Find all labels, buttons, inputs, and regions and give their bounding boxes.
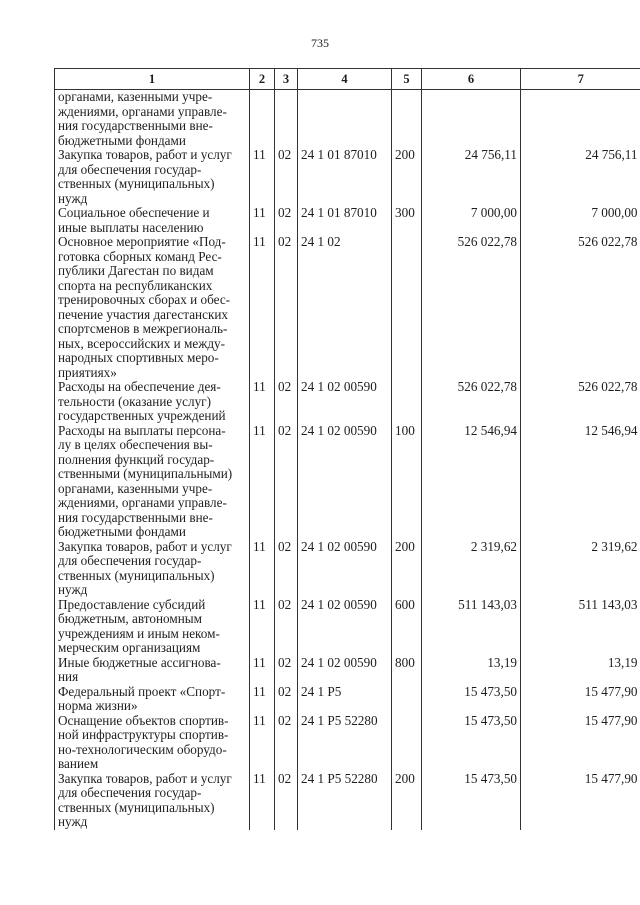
cell-csr: 24 1 P5 52280 <box>298 714 392 772</box>
table-row <box>55 772 640 830</box>
table-row <box>55 540 640 598</box>
header-cell: 6 <box>422 69 521 90</box>
cell-vr: 100 <box>392 424 422 540</box>
cell-rz: 11 <box>250 656 275 685</box>
cell-vr: 800 <box>392 656 422 685</box>
cell-csr: 24 1 02 00590 <box>298 656 392 685</box>
row-name-line: ния государственными вне- <box>58 509 213 525</box>
row-name-line: ния государственными вне- <box>58 118 213 133</box>
cell-rz: 11 <box>250 424 275 540</box>
cell-sum1: 15 473,50 <box>422 772 521 830</box>
cell-sum1: 526 022,78 <box>422 235 521 380</box>
row-name-line: приятиях» <box>58 364 117 380</box>
header-cell: 3 <box>275 69 298 90</box>
row-name-line: для обеспечения государ- <box>58 553 202 568</box>
cell-rz: 11 <box>250 380 275 424</box>
cell-pr <box>275 90 298 149</box>
row-name-line: Расходы на обеспечение дея- <box>58 379 221 394</box>
cell-sum2: 2 319,62 <box>521 540 640 598</box>
cell-vr <box>392 380 422 424</box>
cell-sum2: 13,19 <box>521 656 640 685</box>
row-name-line: Закупка товаров, работ и услуг <box>58 770 232 786</box>
row-name-line: для обеспечения государ- <box>58 785 202 800</box>
cell-csr: 24 1 02 00590 <box>298 540 392 598</box>
table-row <box>55 598 640 656</box>
row-name-line: но-технологическим оборудо- <box>58 741 227 757</box>
cell-pr: 02 <box>275 598 298 656</box>
row-name <box>55 148 250 206</box>
cell-rz: 11 <box>250 685 275 714</box>
row-name-line: печение участия дагестанских <box>58 306 229 322</box>
header-cell: 5 <box>392 69 422 90</box>
table-row <box>55 90 640 149</box>
header-cell: 2 <box>250 69 275 90</box>
cell-rz: 11 <box>250 714 275 772</box>
cell-vr: 200 <box>392 540 422 598</box>
row-name-line: Расходы на выплаты персона- <box>58 422 226 438</box>
row-name-line: мерческим организациям <box>58 640 201 655</box>
header-cell: 7 <box>521 69 640 90</box>
cell-sum2: 526 022,78 <box>521 380 640 424</box>
row-name-line: ждениями, органами управле- <box>58 103 227 119</box>
cell-vr <box>392 714 422 772</box>
row-name-line: бюджетными фондами <box>58 524 186 539</box>
row-name-line: нужд <box>58 814 88 829</box>
cell-csr: 24 1 P5 <box>298 685 392 714</box>
row-name-line: полнения функций государ- <box>58 451 215 467</box>
row-name-line: учреждениям и иным неком- <box>58 625 220 641</box>
cell-csr: 24 1 01 87010 <box>298 148 392 206</box>
cell-rz: 11 <box>250 772 275 830</box>
cell-rz <box>250 90 275 149</box>
row-name-line: Федеральный проект «Спорт- <box>58 683 226 699</box>
cell-csr: 24 1 02 <box>298 235 392 380</box>
cell-sum1: 526 022,78 <box>422 380 521 424</box>
cell-rz: 11 <box>250 235 275 380</box>
table-row <box>55 235 640 380</box>
cell-sum2: 15 477,90 <box>521 685 640 714</box>
cell-sum1: 2 319,62 <box>422 540 521 598</box>
cell-vr <box>392 90 422 149</box>
cell-rz: 11 <box>250 206 275 235</box>
cell-csr: 24 1 02 00590 <box>298 598 392 656</box>
cell-pr: 02 <box>275 235 298 380</box>
cell-csr: 24 1 02 00590 <box>298 424 392 540</box>
row-name-line: органами, казенными учре- <box>58 480 213 496</box>
row-name-line: ния <box>58 669 79 684</box>
header-row <box>55 69 640 90</box>
row-name-line: тренировочных сборах и обес- <box>58 292 231 307</box>
cell-csr: 24 1 02 00590 <box>298 380 392 424</box>
cell-sum2 <box>521 90 640 149</box>
row-name-line: бюджетными фондами <box>58 132 186 148</box>
cell-csr: 24 1 P5 52280 <box>298 772 392 830</box>
row-name <box>55 90 250 149</box>
row-name-line: лу в целях обеспечения вы- <box>58 437 213 452</box>
row-name <box>55 772 250 830</box>
cell-sum2: 12 546,94 <box>521 424 640 540</box>
table-row <box>55 656 640 685</box>
row-name-line: нужд <box>58 190 88 206</box>
cell-vr: 200 <box>392 772 422 830</box>
header-cell: 4 <box>298 69 392 90</box>
cell-vr: 300 <box>392 206 422 235</box>
row-name-line: Предоставление субсидий <box>58 596 206 612</box>
row-name-line: тельности (оказание услуг) <box>58 393 211 409</box>
cell-sum1: 15 473,50 <box>422 685 521 714</box>
cell-sum1 <box>422 90 521 149</box>
row-name <box>55 714 250 772</box>
cell-sum1: 24 756,11 <box>422 148 521 206</box>
cell-csr <box>298 90 392 149</box>
row-name-line: спорта на республиканских <box>58 277 213 293</box>
table-row <box>55 206 640 235</box>
row-name-line: ждениями, органами управле- <box>58 495 227 510</box>
row-name-line: ной инфраструктуры спортив- <box>58 727 229 742</box>
cell-csr: 24 1 01 87010 <box>298 206 392 235</box>
row-name <box>55 380 250 424</box>
row-name-line: ственных (муниципальных) <box>58 567 215 583</box>
row-name-line: Иные бюджетные ассигнова- <box>58 654 221 670</box>
cell-vr: 600 <box>392 598 422 656</box>
cell-sum2: 15 477,90 <box>521 772 640 830</box>
cell-vr <box>392 685 422 714</box>
row-name <box>55 206 250 235</box>
cell-pr: 02 <box>275 380 298 424</box>
row-name-line: норма жизни» <box>58 698 138 713</box>
cell-rz: 11 <box>250 148 275 206</box>
row-name-line: спортсменов в межрегиональ- <box>58 321 228 336</box>
cell-vr: 200 <box>392 148 422 206</box>
cell-pr: 02 <box>275 772 298 830</box>
table-row <box>55 424 640 540</box>
cell-pr: 02 <box>275 148 298 206</box>
cell-pr: 02 <box>275 714 298 772</box>
table-row <box>55 148 640 206</box>
row-name-line: ственными (муниципальными) <box>58 466 233 481</box>
row-name-line: государственных учреждений <box>58 408 226 423</box>
table-row <box>55 380 640 424</box>
page-number: 735 <box>311 36 329 50</box>
row-name-line: народных спортивных меро- <box>58 350 219 365</box>
row-name-line: ственных (муниципальных) <box>58 176 215 191</box>
table-row <box>55 685 640 714</box>
row-name-line: Оснащение объектов спортив- <box>58 712 229 728</box>
row-name <box>55 540 250 598</box>
row-name-line: Социальное обеспечение и <box>58 205 210 220</box>
cell-sum1: 511 143,03 <box>422 598 521 656</box>
row-name-line: нужд <box>58 582 88 597</box>
cell-sum2: 7 000,00 <box>521 206 640 235</box>
cell-sum1: 13,19 <box>422 656 521 685</box>
row-name-line: органами, казенными учре- <box>58 89 213 104</box>
row-name-line: Закупка товаров, работ и услуг <box>58 538 232 554</box>
row-name <box>55 235 250 380</box>
row-name-line: ных, всероссийских и между- <box>58 335 226 351</box>
cell-pr: 02 <box>275 656 298 685</box>
row-name-line: иные выплаты населению <box>58 219 204 235</box>
table-row <box>55 714 640 772</box>
row-name-line: готовка сборных команд Рес- <box>58 248 222 264</box>
row-name-line: ванием <box>58 756 99 771</box>
cell-sum2: 24 756,11 <box>521 148 640 206</box>
cell-rz: 11 <box>250 598 275 656</box>
budget-table <box>54 68 640 830</box>
cell-pr: 02 <box>275 685 298 714</box>
cell-pr: 02 <box>275 424 298 540</box>
row-name <box>55 598 250 656</box>
row-name-line: ственных (муниципальных) <box>58 799 215 815</box>
cell-sum1: 15 473,50 <box>422 714 521 772</box>
row-name <box>55 424 250 540</box>
row-name-line: Закупка товаров, работ и услуг <box>58 147 232 162</box>
cell-sum1: 7 000,00 <box>422 206 521 235</box>
header-cell: 1 <box>55 69 250 90</box>
cell-vr <box>392 235 422 380</box>
cell-sum2: 15 477,90 <box>521 714 640 772</box>
cell-rz: 11 <box>250 540 275 598</box>
row-name-line: публики Дагестан по видам <box>58 263 214 278</box>
cell-sum1: 12 546,94 <box>422 424 521 540</box>
row-name-line: для обеспечения государ- <box>58 161 202 177</box>
row-name <box>55 685 250 714</box>
cell-pr: 02 <box>275 540 298 598</box>
row-name-line: Основное мероприятие «Под- <box>58 234 226 249</box>
row-name-line: бюджетным, автономным <box>58 611 202 626</box>
cell-pr: 02 <box>275 206 298 235</box>
cell-sum2: 511 143,03 <box>521 598 640 656</box>
row-name <box>55 656 250 685</box>
cell-sum2: 526 022,78 <box>521 235 640 380</box>
